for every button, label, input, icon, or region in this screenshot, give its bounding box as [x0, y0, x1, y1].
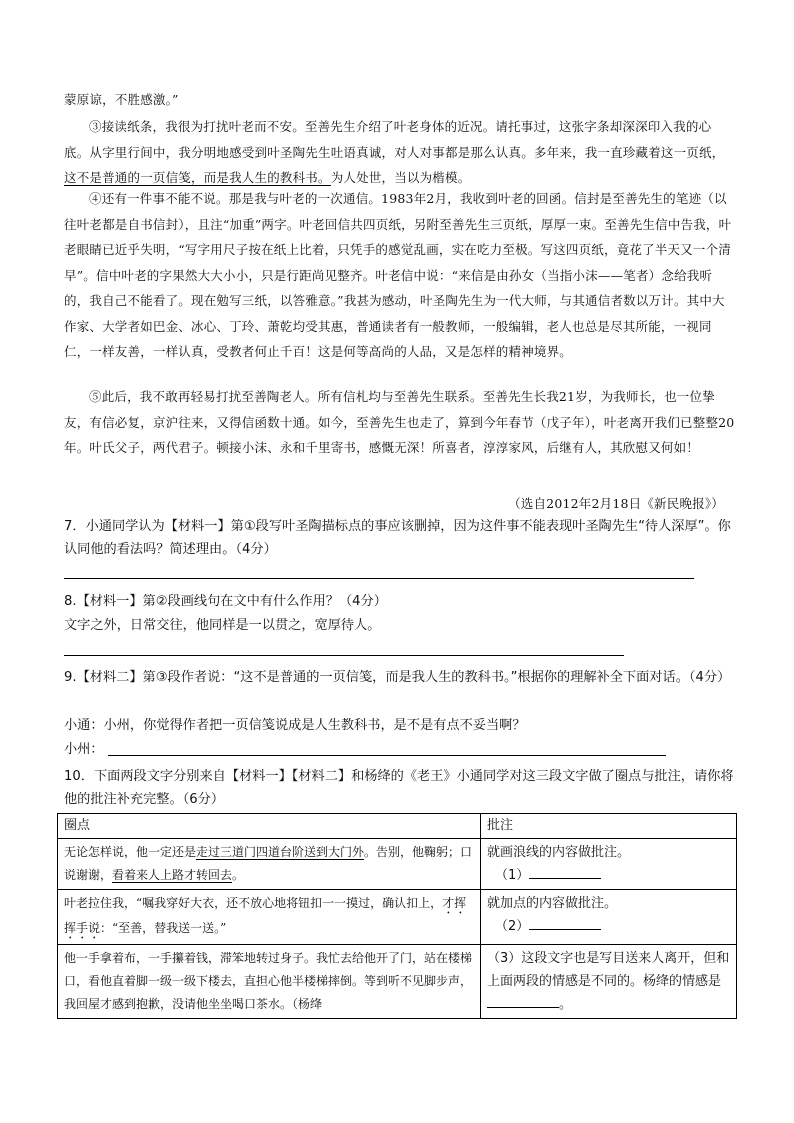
table-row [58, 839, 737, 890]
question-8: 8.【材料一】第②段画线句在文中有什么作用？（4分） [64, 594, 387, 609]
table-row [58, 890, 737, 945]
annotation-table [57, 813, 737, 1019]
question-10: 10．下面两段文字分别来自【材料一】【材料二】和杨绛的《老王》小通同学对这三段文字做了圈点与批注，请你将他的批注补充完整。（6分） [64, 769, 734, 807]
row1-wavy-a: 走过三道门四道台阶送到大门外 [196, 845, 365, 859]
dialogue-xiaotong: 小通：小州，你觉得作者把一页信笺说成是人生教科书，是不是有点不妥当啊？ [64, 718, 526, 733]
passage-paragraph-5: ⑤此后，我不敢再轻易打扰至善陶老人。所有信札均与至善先生联系。至善先生长我21岁，为我师长，也一位挚友，有信必复，京沪往来，又得信函数十通。如今，至善先生也走了，算到今年春节（戊子年），叶老离开我们已整整20年。叶氏父子，两代君子。顿接小沫、永和千里寄书，感慨无深！所喜者，淳淳家风，后继有人，其欣慰又何如！ [64, 389, 735, 455]
underlined-sentence: 这不是普通的一页信笺，而是我人生的教科书。 [64, 170, 331, 185]
row2-label: （2） [495, 919, 530, 934]
table-header-left: 圈点 [58, 814, 481, 839]
paragraph-3-text-b: 为人处世，当以为楷模。 [330, 170, 471, 185]
row1-excerpt [58, 839, 481, 890]
table-row [58, 945, 737, 1019]
row3-annotation [481, 945, 737, 1019]
question-7: 7．小通同学认为【材料一】第①段写叶圣陶描标点的事应该删掉，因为这件事不能表现叶圣陶先生“待人深厚”。你认同他的看法吗？简述理由。（4分） [64, 519, 731, 557]
row2-answer-blank[interactable] [529, 915, 601, 930]
passage-paragraph-3 [64, 114, 736, 191]
row1-annotation [481, 839, 737, 890]
row3-excerpt: 他一手拿着布，一手攥着钱，滞笨地转过身子。我忙去给他开了门，站在楼梯口，看他直着脚一级一级下楼去，直担心他半楼梯摔倒。等到听不见脚步声，我回屋才感到抱歉，没请他坐坐喝口茶水。（杨绛 [58, 945, 481, 1019]
row3-text: （3）这段文字也是写目送来人离开，但和上面两段的情感是不同的。杨绛的情感是 [487, 951, 730, 989]
source-citation: （选自2012年2月18日《新民晚报》） [508, 496, 724, 511]
row1-text-b: 。告别，他鞠躬；口说谢谢， [64, 845, 473, 882]
table-header-right: 批注 [481, 814, 737, 839]
passage-paragraph-4: ④还有一件事不能不说。那是我与叶老的一次通信。1983年2月，我收到叶老的回函。信封是至善先生的笔迹（以往叶老都是自书信封），且注“加重”两字。叶老回信共四页纸，另附至善先生三页纸，厚厚一束。至善先生信中告我，叶老眼睛已近乎失明，“写字用尺子按在纸上比着，只凭手的感觉乱画，实在吃力至极。写这四页纸，竟花了半天又一个清早”。信中叶老的字果然大大小小，只是行距尚见整齐。叶老信中说：“来信是由孙女（当指小沫——笔者）念给我听的，我自己不能看了。现在勉写三纸，以答雅意。”我甚为感动，叶圣陶先生为一代大师，与其通信者数以万计。其中大作家、大学者如巴金、冰心、丁玲、萧乾均受其惠，普通读者有一般教师，一般编辑，老人也总是尽其所能，一视同仁，一样友善，一样认真，受教者何止千百！这是何等高尚的人品，又是怎样的精神境界。 [64, 191, 732, 359]
row2-instruction: 就加点的内容做批注。 [487, 896, 618, 911]
row2-dotted: 才挥挥手说 [64, 896, 467, 935]
answer-line-q8[interactable] [64, 655, 624, 656]
row1-label: （1） [495, 868, 530, 883]
row3-answer-blank[interactable] [487, 993, 559, 1008]
row2-text-b: ：“至善，替我送一送。” [100, 921, 227, 935]
question-8-quote: 文字之外，日常交往，他同样是一以贯之，宽厚待人。 [64, 618, 381, 633]
row2-excerpt [58, 890, 481, 945]
row1-answer [495, 864, 730, 887]
row3-period: 。 [559, 997, 573, 1012]
row2-answer [495, 915, 730, 938]
passage-line-0: 蒙原谅，不胜感激。” [64, 92, 179, 107]
question-9: 9.【材料二】第③段作者说：“这不是普通的一页信笺，而是我人生的教科书。”根据你的理解补全下面对话。（4分） [64, 670, 731, 685]
dialogue-xiaozhou: 小州： [64, 742, 104, 757]
paragraph-3-text-a: ③接读纸条，我很为打扰叶老而不安。至善先生介绍了叶老身体的近况。请托事过，这张字条却深深印入我的心底。从字里行间中，我分明地感受到叶圣陶先生吐语真诚，对人对事都是那么认真。多年来，我一直珍藏着这一页纸， [64, 119, 725, 160]
row1-text-a: 无论怎样说，他一定还是 [64, 845, 197, 859]
answer-line-q7[interactable] [64, 578, 694, 579]
row1-instruction: 就画浪线的内容做批注。 [487, 845, 631, 860]
row2-annotation [481, 890, 737, 945]
row1-wavy-b: 看着来人上路才转回去 [112, 868, 233, 882]
answer-line-q9[interactable] [108, 755, 666, 756]
row1-text-c: 。 [232, 868, 245, 882]
row1-answer-blank[interactable] [529, 864, 601, 879]
row2-text-a: 叶老拉住我，“嘱我穿好大衣，还不放心地将钮扣一一摸过，确认扣上， [64, 896, 443, 910]
